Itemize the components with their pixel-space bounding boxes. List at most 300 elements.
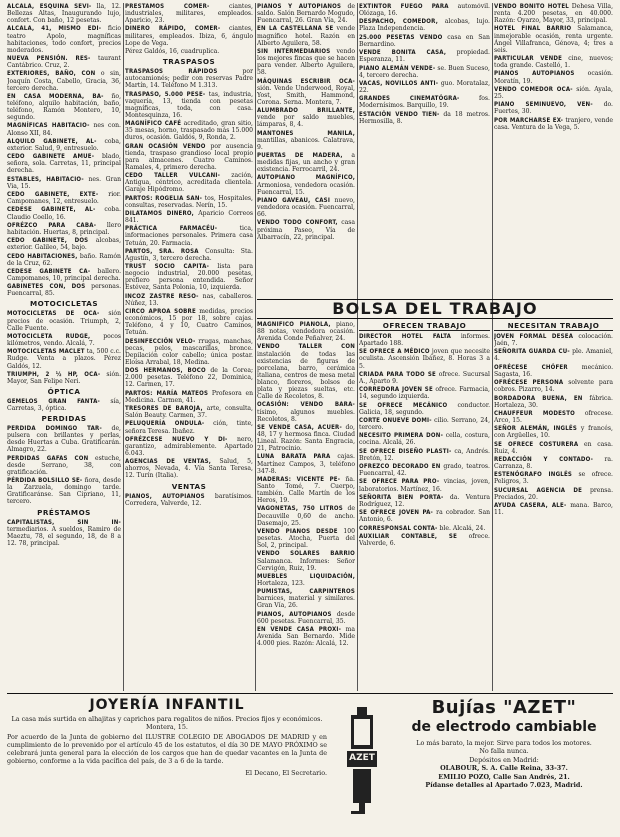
column-5-lower (494, 319, 613, 691)
ad-keyword: MÁQUINAS ESCRIBIR OCA- (257, 77, 355, 85)
classified-ad (125, 458, 253, 479)
classified-ad (257, 505, 355, 526)
ad-text: Pérez Galdós, 16, cuadruplica. (125, 47, 220, 55)
classified-ad (257, 343, 355, 400)
classified-ad (125, 68, 253, 89)
classified-ad (359, 525, 490, 532)
ad-text: taurant Cantábrico. Cruz, 2. (7, 55, 121, 70)
classified-ad (125, 436, 253, 457)
ad-text: vende por saldo muebles, lámparas, 8, 4. (257, 114, 355, 129)
classified-ad (494, 333, 613, 347)
ad-text: tas, industria, vaquería, 13, tienda con pesetas magníficas, toda, con casa. Montesquinza, 16. (125, 90, 253, 119)
classified-ad (7, 176, 121, 190)
ad-keyword: MADERAS: VICENTE PE- (257, 475, 341, 483)
classified-ad (359, 417, 490, 431)
classified-ad (7, 398, 121, 412)
ad-keyword: DOS HERMANOS, BOCO (125, 367, 206, 375)
col1-prestamos-ads (7, 519, 121, 547)
classified-ad (7, 348, 121, 369)
ad-keyword: MOTOCICLETAS MACLET (7, 348, 85, 356)
ad-text: ballero. Campomanes, 10, principal derecha. (7, 267, 121, 282)
classified-ad (125, 367, 253, 388)
column-4 (359, 3, 490, 295)
ad-keyword: JOVEN FORMAL DESEA (494, 333, 574, 340)
ad-text: ple. Amaniel, 4. (494, 348, 613, 363)
ad-keyword: SEÑOR ALEMÁN, INGLÉS (494, 425, 577, 433)
classified-ad (7, 237, 121, 251)
classified-ad (257, 321, 355, 342)
ad-keyword: GEMELOS GRAN FANTA- (7, 397, 100, 405)
classified-ad (125, 48, 253, 55)
classified-ad (257, 130, 355, 151)
ad-text: de Decauville 0,60 de ancho. Dasemajo, 25. (257, 505, 355, 527)
classified-ad (257, 107, 355, 128)
ad-keyword: OFREZCO DECORADO EN (359, 463, 441, 471)
ad-keyword: AUXILIAR CONTABLE, SE (359, 532, 458, 540)
ad-text: barnices, material y similares. Gran Vía, 26. (257, 595, 355, 610)
ad-keyword: EN LA CASTELLANA SE (257, 25, 334, 33)
classified-ad (7, 122, 121, 136)
ad-text: personas. Fuencarral, 85. (7, 283, 121, 298)
ad-keyword: MANTONES MANILA, (257, 129, 355, 137)
ad-text: desde 600 pesetas. Fuencarral, 35. (257, 610, 355, 625)
ad-keyword: MUEBLES LIQUIDACIÓN, (257, 572, 355, 580)
ad-text: tos, Hospitales, consultas, reservadas. Nerín, 15. (125, 194, 253, 209)
classified-ad (125, 195, 253, 209)
ad-keyword: ALQUILO GABINETE, AL- (7, 137, 97, 145)
ad-keyword: AYUDA CASERA, ALE- (494, 502, 567, 510)
ad-keyword: NECESITO PRIMERA DON- (359, 432, 444, 440)
ad-keyword: SE VENDE CASA, ACUER- (257, 423, 342, 431)
ad-keyword: DESPACHO, COMEDOR, (359, 18, 438, 26)
classified-ad (125, 143, 253, 171)
classified-ad (494, 425, 613, 439)
ad-text: vendo los mejores fincas que se hacen para vender. Alberto Aguilera, 58. (257, 47, 355, 77)
ad-keyword: TRASPASO, 5.000 PESE- (125, 90, 206, 98)
column-rule (492, 3, 493, 691)
classified-ad (7, 455, 121, 476)
classified-ad (359, 371, 490, 385)
ad-keyword: CEDO GABINETE AMUE- (7, 153, 95, 161)
classified-ad (359, 333, 490, 347)
ad-keyword: MOTOCICLETA RUDGE, (7, 332, 91, 340)
ad-text: sión precios de ocasión. Triumph, 2, Calle Fuente. (7, 310, 121, 332)
ad-keyword: ALUMBRADO BRILLANTE, (257, 107, 355, 115)
ad-text: ofrece. Sucursal A., Aparto 9. (359, 370, 490, 385)
bujias-title: Bujías "AZET" (431, 697, 577, 718)
column-rule (357, 3, 358, 691)
col2-top-ads (125, 3, 253, 55)
ad-text: ciantes, industriales, militares, empleados. Aparicio, 23. (125, 3, 253, 25)
ad-keyword: DIRECTOR HOTEL FALTA (359, 333, 452, 340)
ad-text: rrugas, manchas, pecas, pelos, mascarillas, bronce. Depilación color cabello; única postar. Eloísa Arrabal, 18, Medina. (125, 337, 253, 366)
classified-ad (359, 386, 490, 400)
ad-text: Salamanca, inmejorable ocasión, renta urgente. Ángel Villafranca, Génova, 4; tres a seis. (494, 25, 613, 54)
ad-text: lla, 12. Bellezas Altas, Inaugurando lujo, confort. Con baño, 12 pesetas. (7, 3, 121, 25)
ad-keyword: SE OFRECE DISEÑO PLASTI- (359, 447, 452, 455)
ad-text: en casa. Ruiz, 4. (494, 440, 613, 455)
classified-ad (7, 206, 121, 220)
azet-logo-label: AZET (349, 753, 375, 763)
ad-keyword: PRÉSTAMOS COMER- (125, 3, 210, 10)
column-5 (494, 3, 613, 295)
ad-text: Armoniosa, vendedora ocasión. Fuencarral, 15. (257, 181, 355, 196)
ad-keyword: SEÑORITA GUARDA CU- (494, 348, 570, 356)
ad-text: Salamanca. Informes: Señor Cervigón, Ruiz, 19. (257, 557, 355, 572)
ad-keyword: PARTICULAR VENDE (494, 55, 563, 63)
ad-keyword: EXTINTOR FUEGO PARA (359, 3, 449, 10)
ad-text: mantillas, abanicos. Calatrava, 9. (257, 136, 355, 151)
ad-text: Hortaleza, 123. (257, 579, 305, 587)
classified-ad (359, 95, 490, 109)
ad-text: da. Ventura Rodríguez, 12. (359, 493, 490, 508)
ad-keyword: MAGNÍFICAS HABITACIO- (7, 122, 90, 130)
col1-moto-ads (7, 310, 121, 385)
classified-ad (7, 333, 121, 347)
ad-text: mana. Barco, 11. (494, 502, 613, 517)
section-title-ventas: VENTAS (171, 481, 207, 491)
classified-ad (257, 25, 355, 46)
classified-ad (257, 611, 355, 625)
classified-ad (359, 402, 490, 416)
ad-keyword: SEÑORITA BIEN PORTA- (359, 493, 444, 501)
ad-text: instalación de todas las existencias de figuras de porcelana, barro, cerámica italiana, centros de mesa metal blanco, floreros, bolsos de plata y piezas sueltas, etc. Calle de Recoletos, 8. (257, 350, 355, 401)
ad-text: vende magnífico hotel. Razón en Alberto Aguilera, 58. (257, 25, 355, 47)
classified-ad (257, 626, 355, 647)
ad-text: tranjero, vende casa. Ventura de la Vega, 5. (494, 116, 613, 131)
classified-ad (125, 338, 253, 366)
section-title-ofrecen-trabajo: OFRECEN TRABAJO (359, 321, 490, 331)
ad-text: piano, 88 notas, vendedora ocasión. Avenida Conde Peñalver, 24. (257, 321, 355, 343)
ad-keyword: SE OFRECE PARA PRO- (359, 478, 440, 486)
ad-text: colocación. Jaén, 7. (494, 333, 613, 348)
classified-ad (7, 191, 121, 205)
col5-top-ads (494, 3, 613, 131)
classified-ad (494, 86, 613, 100)
spark-plug-icon (337, 707, 387, 819)
joyeria-infantil-ad (7, 697, 327, 827)
section-title-traspasos: TRASPASOS (162, 57, 216, 67)
ad-text: se ofrece. Peligros, 3. (494, 471, 613, 486)
ad-text: do, 48, 17 y hermosa finca. Ciudad Lineal. Razón: Santa Engracia, 21, Patrocinio. (257, 423, 355, 453)
ad-keyword: VENDO TODO CONFORT, (257, 219, 338, 227)
classified-ad (7, 55, 121, 69)
ads-divider (7, 693, 613, 694)
ad-text: llero habitación. Huertas, 8, principal. (7, 221, 121, 236)
classified-ad (7, 519, 121, 547)
classified-ad (257, 528, 355, 549)
ad-keyword: AUTOPIANO MAGNÍFICO, (257, 174, 355, 182)
ad-keyword: OCASIÓN: VENDO BARA- (257, 401, 355, 409)
ad-text: se. Buen Suceso, 4, tercero derecha. (359, 64, 490, 79)
section-title-optica: ÓPTICA (47, 386, 81, 396)
classified-ad (494, 502, 613, 516)
bujias-line: Pídanse detalles al Apartado 7.023, Madrid. (425, 781, 583, 790)
ad-keyword: HOTEL FINAL BARRIO (494, 25, 572, 33)
ad-text: y francés, con Argüelles, 10. (494, 425, 613, 440)
ad-keyword: DINERO RÁPIDO, COMER- (125, 25, 221, 33)
ad-keyword: PELUQUERÍA ONDULA- (125, 420, 205, 428)
ad-keyword: SE OFRECE A MÉDICO (359, 348, 430, 356)
ad-text: propiedad. Esperanza, 11. (359, 49, 490, 64)
ad-keyword: ALCALA, 41, MISMO EDI- (7, 25, 102, 33)
ad-keyword: CORREDORA JOVEN SE (359, 386, 433, 394)
classified-ad (494, 3, 613, 24)
classified-ad (494, 25, 613, 53)
ad-text: sión. Mayor, San Felipe Neri. (7, 370, 121, 385)
ad-text: Aparicio Correos 841. (125, 209, 253, 225)
col3-top-ads (257, 3, 355, 241)
col4-ofrecen-ads (359, 333, 490, 547)
ad-keyword: OFRÉZCO PARA CABA- (7, 221, 97, 229)
ad-keyword: VENDO COMEDOR OCA- (494, 85, 573, 93)
classified-ad (125, 172, 253, 193)
classified-ad (494, 70, 613, 84)
ad-text: a medidas fijas, un ancho y gran existencia. Ferrocarril, 24. (257, 152, 355, 174)
classified-ad (125, 120, 253, 141)
ad-keyword: CEDO GABINETE, DOS (7, 237, 89, 245)
bujias-subtitle: de electrodo cambiable (411, 719, 597, 735)
bujias-line: EMILIO POZO, Calle San Andrés, 21. (438, 772, 570, 781)
notice-signature: El Decano, El Secretario. (245, 769, 327, 777)
ad-text: ción, tinte, señora Teresa. Ibañez. (125, 420, 253, 435)
ad-keyword: 25.000 PESETAS VENDO (359, 33, 443, 41)
bujias-line: Lo más barato, la mejor. Sirve para todos los motores. (416, 739, 592, 747)
classified-ad (494, 441, 613, 455)
classified-ad (494, 364, 613, 378)
ad-text: de la Corea; 2.000 pesetas. Teléfono 22, Dominica, 12. Carmen, 17. (125, 367, 253, 389)
ad-text: medidas, precios económicos, 15 por 18, sobre cajas. Teléfono, 4 y 10, Cuatro Caminos, Tetuán. (125, 308, 253, 337)
classified-ad (125, 3, 253, 24)
classified-ad (359, 111, 490, 125)
classified-ad (125, 420, 253, 434)
bujias-line: No falla nunca. (479, 747, 529, 756)
classified-ad (7, 3, 121, 24)
ad-text: ficio teatro Apolo, magníficas habitaciones, todo confort, precios moderados. (7, 25, 121, 54)
ad-text: baratísimos. Corredera, Valverde, 12. (125, 492, 253, 507)
classified-ad (359, 3, 490, 17)
classified-ad (7, 222, 121, 236)
column-3 (257, 3, 355, 295)
ad-keyword: MAGNÍFICO PIANOLA, (257, 321, 331, 328)
ad-keyword: CORRESPONSAL CONTA- (359, 524, 438, 532)
column-4-lower (359, 319, 490, 691)
ad-keyword: PIANO SEMINUEVO, VEN- (494, 101, 593, 109)
classified-ad (494, 101, 613, 115)
ad-keyword: CEDESE GABINETE CA- (7, 267, 91, 275)
ad-keyword: ESTABLES, HABITACIO- (7, 175, 84, 183)
ad-keyword: OFRÉCESE CHÓFER (494, 363, 568, 371)
ad-keyword: VENDO TALLER CON (257, 343, 355, 351)
ad-text: termediarios. A sueldos, Ramiro de Maeztu, 78, el segundo, 18, de 8 a 12. 78, principal. (7, 525, 121, 547)
ad-text: coba. Claudio Coello, 16. (7, 206, 121, 221)
ad-keyword: AGENCIAS DE VENTAS, (125, 458, 212, 466)
classified-ad (494, 487, 613, 501)
colegio-abogados-notice: Por acuerdo de la Junta de gobierno del ILUSTRE COLEGIO DE ABOGADOS DE MADRID y en cumplimiento de lo prevenido por el artículo 45 de los estatutos, el día 30 DE MAYO PRÓXIMO se celebrará junta general para la elección de los cargos que han de quedar vacantes en la Junta de gobierno, conforme a la vida pacífica del país, de 3 a 6 de la tarde. (7, 733, 327, 765)
classified-ad (7, 310, 121, 331)
ad-text: nuevo, vendedora ocasión. Fuencarral, 66. (257, 196, 355, 219)
column-1 (7, 3, 121, 691)
ad-text: ñora, desde la Zarzuela, domingo tarde. Gratificaránse. San Cipriano, 11, tercero. (7, 477, 121, 506)
classified-ad (257, 573, 355, 587)
ad-text: o sin, Joaquín Costa, Cabello, Gracia, 36, tercero derecha. (7, 70, 121, 92)
ad-text: rior. Campomanes, 12, entresuelo. (7, 191, 121, 206)
col5-necesitan-ads (494, 333, 613, 516)
col3-bolsa-ads (257, 321, 355, 647)
classified-ad (125, 210, 253, 224)
classified-ad (257, 588, 355, 609)
ad-keyword: DILATAMOS DINERO, (125, 209, 194, 217)
newspaper-page (7, 3, 613, 833)
ad-keyword: VENDO PIANOS DESDE (257, 527, 338, 535)
classified-ad (7, 268, 121, 282)
bujias-text (395, 739, 613, 789)
ad-text: alcobas, exterior. Galileo, 54, bajo. (7, 237, 121, 252)
ad-keyword: MOTOCICLETAS DE OCA- (7, 310, 100, 318)
classified-ad (494, 348, 613, 362)
column-rule (255, 3, 256, 691)
classified-ad (359, 65, 490, 79)
ad-keyword: VENDO BONITO HOTEL (494, 3, 569, 10)
classified-ad (125, 91, 253, 119)
col1-optica-ads (7, 398, 121, 412)
ad-keyword: ALCALA, ESQUINA SEVI- (7, 3, 92, 10)
ad-text: ble. Alcalá, 24. (437, 524, 486, 532)
ad-keyword: PÉRDIDA BOLSILLO SE- (7, 477, 83, 485)
classified-ad (257, 174, 355, 195)
ad-keyword: PARTOS: ROGELIA SAN- (125, 194, 203, 202)
ad-text: ofrece. Farmacia, 14, segundo izquierda. (359, 386, 490, 401)
ad-text: automóvil. Olózaga, 16. (359, 3, 490, 18)
ad-keyword: SE OFRECE JOVEN PA- (359, 509, 434, 517)
ad-keyword: PERDIDAS GAFAS CON (7, 454, 89, 462)
ad-keyword: VACAS, NOVILLOS ANTI- (359, 79, 439, 87)
ad-text: ofrece. Valverde, 6. (359, 532, 490, 547)
ad-text: nes. Gran Via, 15. (7, 175, 121, 190)
ad-keyword: CORTE ONUEVE DOMI- (359, 416, 432, 424)
classified-ad (257, 197, 355, 218)
col1-perdidas-ads (7, 425, 121, 505)
ad-text: nes con. Alonso XII, 84. (7, 122, 121, 137)
classified-ad (125, 225, 253, 246)
classified-ad (494, 117, 613, 131)
ad-text: guo. Moratalaz, 22. (359, 79, 490, 94)
ad-text: ca, Andrés. Bretón, 12. (359, 447, 490, 462)
bolsa-del-trabajo-banner: BOLSA DEL TRABAJO (257, 299, 613, 319)
ad-keyword: DESINFECCIÓN VELO- (125, 337, 196, 345)
ad-keyword: VENDO SOLARES BARRIO (257, 550, 355, 558)
classified-ad (359, 34, 490, 48)
ad-text: estuche, desde Serrano, 38, con gratificación. (7, 454, 121, 476)
ad-text: tica, informaciones personales. Primera casa Tetuán, 20. Farmacia. (125, 225, 253, 247)
joyeria-title: JOYERÍA INFANTIL (89, 697, 245, 713)
ad-text: fábrica. Hortaleza, 30. (494, 394, 613, 409)
ad-keyword: EN CASA MODERNA, BA- (7, 92, 104, 100)
column-2 (125, 3, 253, 691)
ad-text: por ausencia tienda, traspaso grandioso local propio para almacenes. Cuatro Caminos. Ramales, 4, primero derecha. (125, 142, 253, 171)
ad-keyword: BORDADORA BUENA, EN (494, 394, 583, 402)
col1-top-ads (7, 3, 121, 297)
classified-ad (7, 138, 121, 152)
classified-ad (125, 263, 253, 291)
ad-keyword: VAGONETAS, 750 LITROS (257, 505, 343, 513)
bujias-line: Depósitos en Madrid: (469, 755, 539, 764)
ad-keyword: EN VENDE CASA PROXI- (257, 626, 342, 634)
classified-ad (359, 494, 490, 508)
column-3-lower (257, 321, 355, 691)
classified-ad (125, 25, 253, 46)
ad-text: ciantes, militares, empleados. Ibiza, 6, ángulo Lope de Vega. (125, 25, 253, 47)
ad-text: tísimo, algunos muebles. Recoletos, 8. (257, 408, 355, 423)
classified-ad (257, 152, 355, 173)
ad-keyword: TRUST SOCIO CAPITA- (125, 263, 210, 271)
classified-ad (494, 456, 613, 470)
classified-ad (359, 448, 490, 462)
ad-keyword: PARTOS: MARÍA MATEOS (125, 389, 209, 397)
ad-text: cine, nuevos; toda grande. Castelló, 1. (494, 55, 613, 70)
classified-ad (125, 308, 253, 336)
ad-keyword: SE OFRECE COSTURERA (494, 440, 579, 448)
col2-ventas-ads (125, 493, 253, 507)
classified-ad (359, 49, 490, 63)
section-title-necesitan-trabajo: NECESITAN TRABAJO (494, 321, 613, 331)
ad-text: Consulta: Sta. Agustín, 3, tercero derecha. (125, 247, 253, 262)
classified-ad (359, 80, 490, 94)
ad-text: prensa. Preciados, 20. (494, 486, 613, 501)
classified-ad (7, 93, 121, 121)
ad-text: casa próxima Paseo, Vía de Albarracín, 22, principal. (257, 219, 355, 241)
ad-text: 100 pesetas. Atocha, Puerta del Sol, 2, principal. (257, 527, 355, 550)
ad-keyword: PERDIDA DOMINGO TAR- (7, 425, 102, 433)
classified-ad (257, 3, 355, 24)
classified-ad (494, 471, 613, 485)
ad-text: ño, teléfono, alquilo habitación, baño, teléfono, Ramón Montero, 10, segundo. (7, 92, 121, 122)
ad-keyword: CRIADA PARA TODO SE (359, 370, 436, 378)
classified-ad (359, 432, 490, 446)
ad-text: zación, Antigua, céntrico, acreditada clientela. Garaje Hipódromo. (125, 172, 253, 194)
ad-keyword: PIANO GAVEAU, CASI (257, 196, 331, 204)
ad-text: Salud, 5, ahorros, Nevada, 4. Vía Santa Teresa, 12. Turín (Italia). (125, 458, 253, 480)
classified-ad (257, 424, 355, 452)
ad-keyword: OFRÉZCESE NUEVO Y DI- (125, 435, 228, 443)
ad-keyword: PIANOS, AUTOPIANOS (257, 610, 332, 618)
ad-text: vincias, joven, laboratorios. Martínez, 16. (359, 478, 490, 493)
ad-text: casa en San Bernardino. (359, 33, 490, 48)
ad-keyword: POR MARCHARSE EX- (494, 116, 564, 124)
ad-text: joven que necesite oculista. Ascensión Ibáñez, 8. Horas 3 a 5. (359, 348, 490, 370)
classified-ad (7, 283, 121, 297)
ad-text: informes. Apartado 188. (359, 333, 490, 348)
ad-text: ña. Santo Tomé, 7. Cuerpo, también. Calle Martín de los Heros, 19. (257, 475, 355, 505)
ad-text: ra. Carranza, 8. (494, 456, 613, 471)
ad-text: de saldo. Salón Bernardo Mogudo, Fuencarral, 26. Gran Vía, 24. (257, 3, 355, 25)
ad-text: cilio. Serrano, 24, tercero. (359, 416, 490, 432)
ad-text: lista para negocio industrial, 20.000 pesetas, prefiero persona entendida. Señor Estévez, Santa Polonia, 10, izquierda. (125, 263, 253, 292)
ad-keyword: GRAN OCASIÓN VENDO (125, 142, 206, 150)
ad-text: ra cobrador. San Antonio, 6. (359, 509, 490, 524)
ad-keyword: LUNA BARATA PARA (257, 453, 331, 461)
ad-text: acreditado, gran sitio, 35 mesas, horno, traspasado más 15.000 duros, ocasión. Galdós, 9, Ronda, 2. (125, 120, 253, 142)
ad-text: arte, consulta, Salón Beauty. Carmen, 37. (125, 405, 253, 420)
col4-top-ads (359, 3, 490, 125)
joyeria-text: La casa más surtida en alhajitas y caprichos para regalitos de niños. Precios fijos y económicos. Montera, 15. (11, 715, 323, 731)
ad-text: cajas. Martínez Campos, 3, teléfono 347-8. (257, 453, 355, 475)
ad-keyword: OFRÉCESE PERSONA (494, 379, 564, 387)
ad-keyword: CEDO GABINETE, EXTE- (7, 191, 99, 199)
classified-ad (125, 405, 253, 419)
ad-keyword: PIANOS Y AUTOPIANOS (257, 3, 342, 10)
ad-text: de, pulsera con brillantes y perlas, desde Huertas a Cuba. Gratificarán. Almagro, 22. (7, 425, 121, 454)
